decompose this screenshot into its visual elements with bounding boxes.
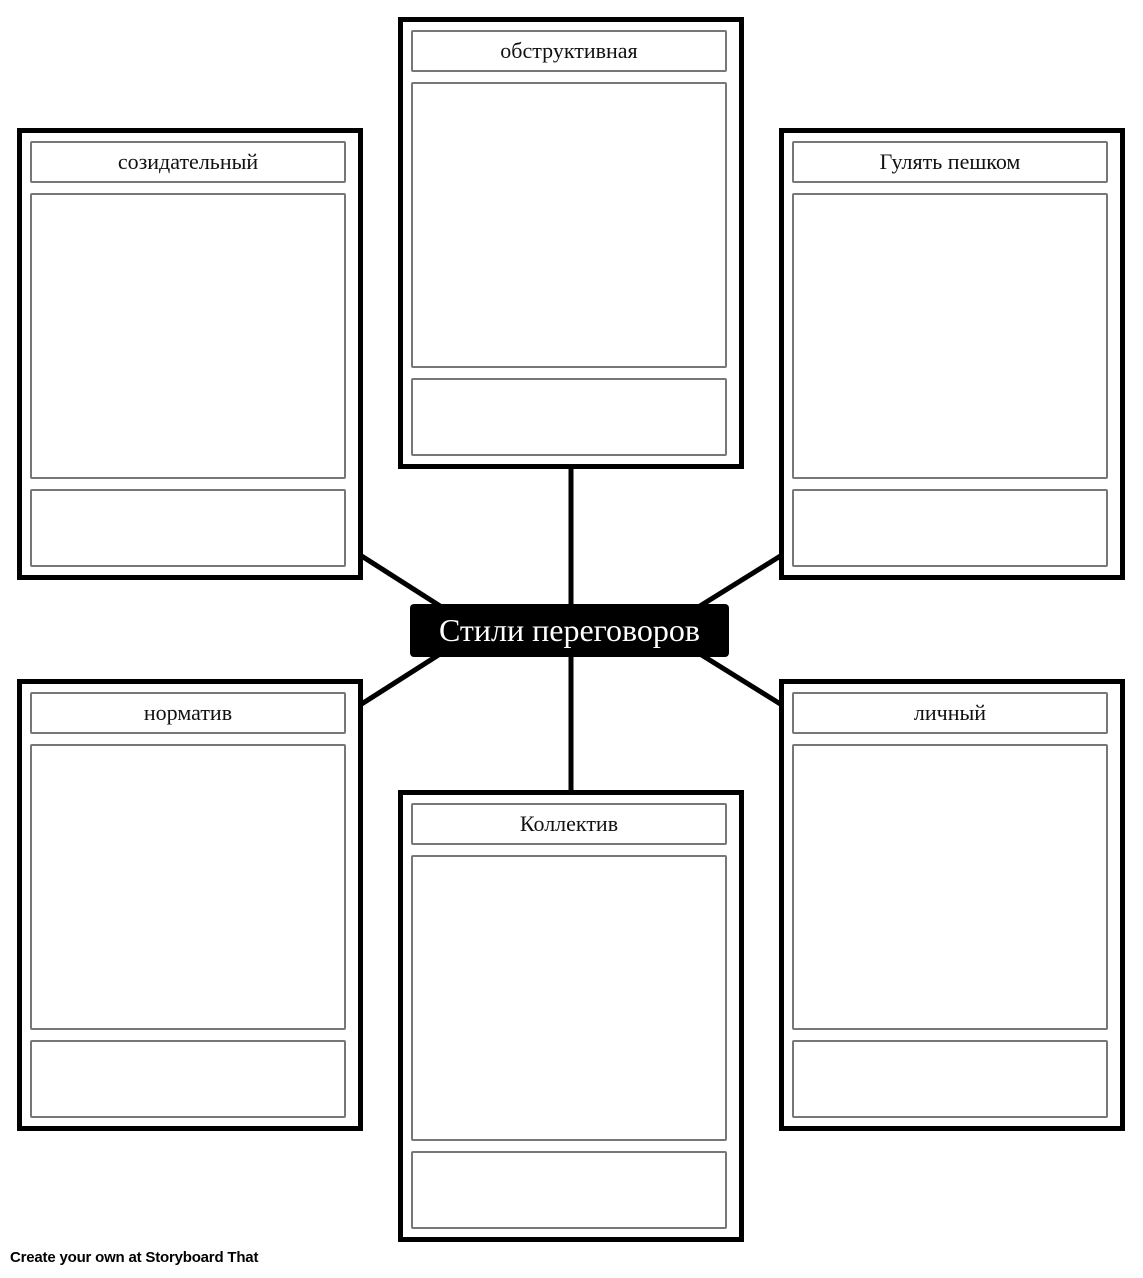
center-topic-title: Стили переговоров bbox=[439, 612, 700, 648]
cell-title[interactable]: личный bbox=[792, 692, 1108, 734]
cell-image-area[interactable] bbox=[30, 193, 346, 479]
cell-image-area[interactable] bbox=[792, 193, 1108, 479]
storyboard-cell-top-right bbox=[779, 128, 1125, 580]
storyboard-cell-top-left bbox=[17, 128, 363, 580]
cell-title[interactable]: Коллектив bbox=[411, 803, 727, 845]
connector-bottom-left bbox=[360, 654, 440, 705]
storyboard-cell-bottom-right bbox=[779, 679, 1125, 1131]
storyboard-cell-bottom-left bbox=[17, 679, 363, 1131]
cell-title[interactable]: обструктивная bbox=[411, 30, 727, 72]
cell-title[interactable]: норматив bbox=[30, 692, 346, 734]
cell-caption-area[interactable] bbox=[30, 489, 346, 567]
storyboard-cell-top bbox=[398, 17, 744, 469]
connector-bottom-right bbox=[700, 654, 782, 705]
connector-top-right bbox=[700, 555, 782, 606]
cell-caption-area[interactable] bbox=[30, 1040, 346, 1118]
center-topic-box bbox=[410, 604, 729, 657]
connector-top-left bbox=[360, 555, 440, 606]
cell-caption-area[interactable] bbox=[792, 489, 1108, 567]
cell-caption-area[interactable] bbox=[792, 1040, 1108, 1118]
cell-caption-area[interactable] bbox=[411, 378, 727, 456]
cell-image-area[interactable] bbox=[30, 744, 346, 1030]
cell-title[interactable]: созидательный bbox=[30, 141, 346, 183]
storyboard-cell-bottom bbox=[398, 790, 744, 1242]
cell-title[interactable]: Гулять пешком bbox=[792, 141, 1108, 183]
cell-image-area[interactable] bbox=[411, 855, 727, 1141]
cell-image-area[interactable] bbox=[792, 744, 1108, 1030]
storyboard-that-link[interactable]: Create your own at Storyboard That bbox=[10, 1249, 259, 1266]
cell-image-area[interactable] bbox=[411, 82, 727, 368]
cell-caption-area[interactable] bbox=[411, 1151, 727, 1229]
